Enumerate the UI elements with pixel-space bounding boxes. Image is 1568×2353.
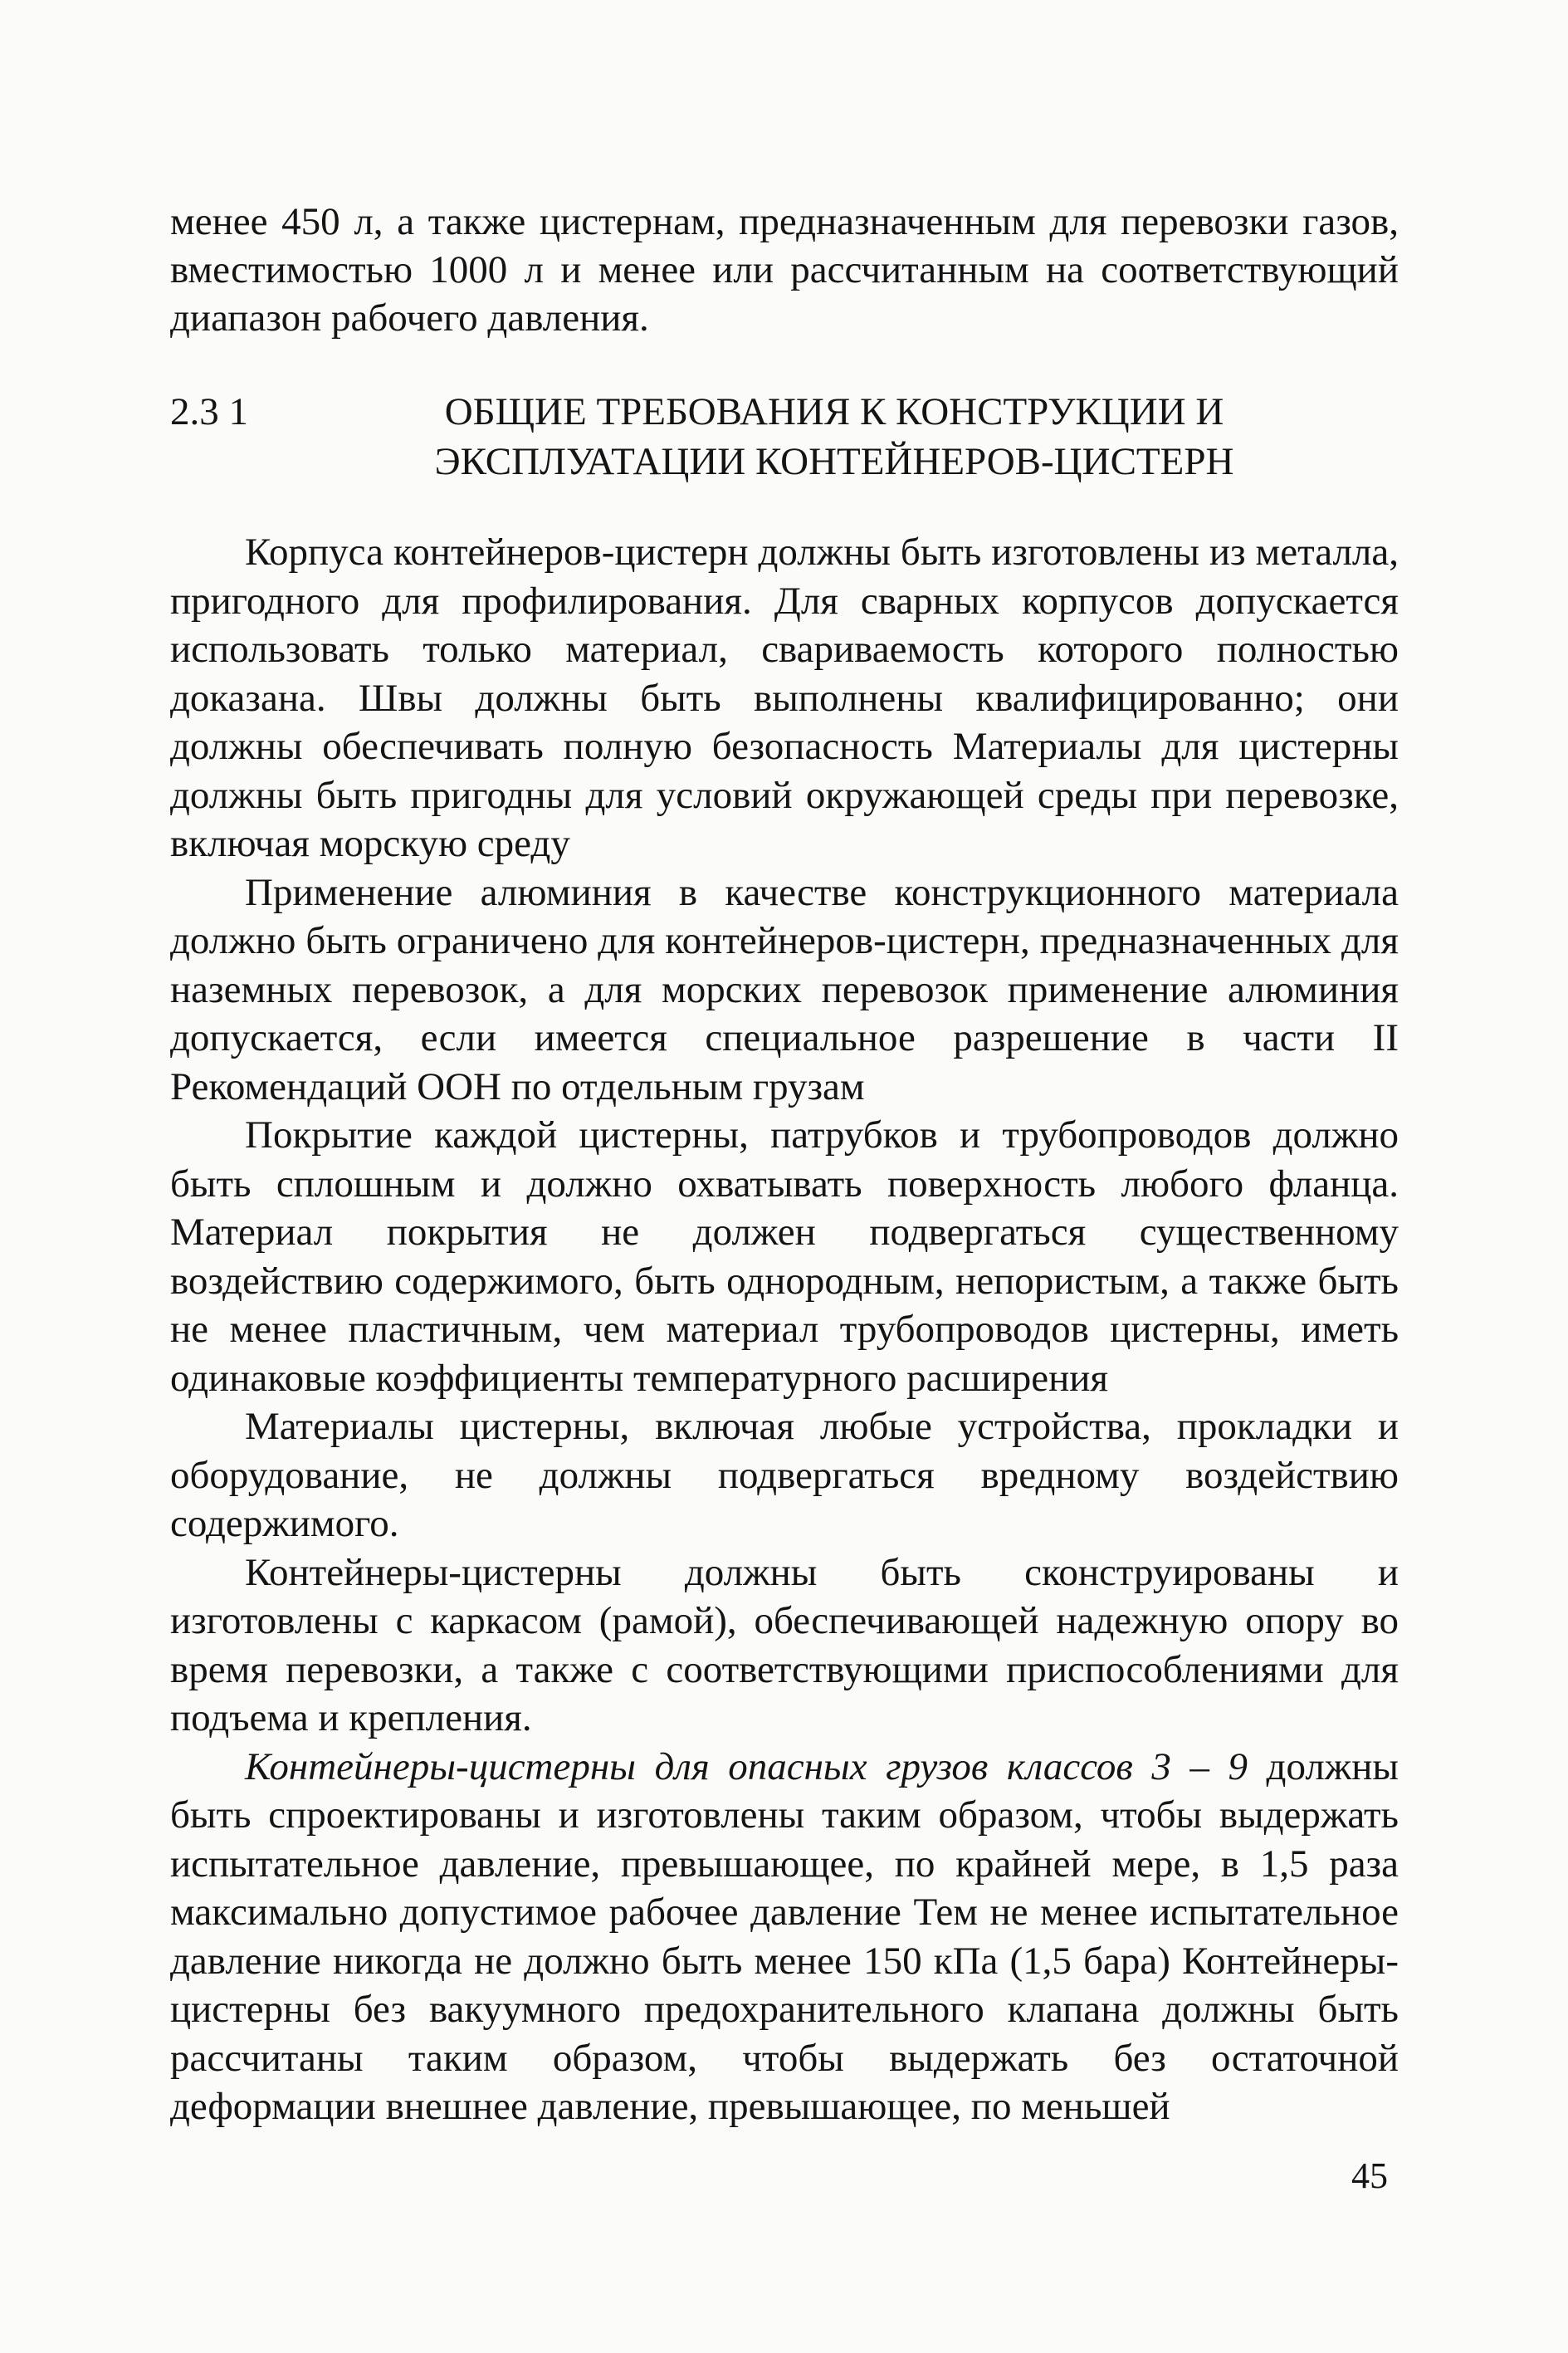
section-title: ОБЩИЕ ТРЕБОВАНИЯ К КОНСТРУКЦИИ И ЭКСПЛУАТАЦИИ КОНТЕЙНЕРОВ-ЦИСТЕРН [434,390,1234,483]
paragraph-6 [170,1743,1399,2131]
section-number: 2.3 1 [170,390,248,433]
intro-paragraph: менее 450 л, а также цистернам, предназначенным для перевозки газов, вместимостью 1000 л и менее или рассчитанным на соответствующий диапазон рабочего давления. [170,200,1399,340]
page-number: 45 [1351,2155,1388,2196]
paragraph-3: Покрытие каждой цистерны, патрубков и трубопроводов должно быть сплошным и должно охватывать поверхность любого фланца. Материал покрытия не должен подвергаться существенному воздействию содержимого, быть однородным, непористым, а также быть не менее пластичным, чем материал трубопроводов цистерны, иметь одинаковые коэффициенты температурного расширения [170,1113,1399,1400]
paragraph-6-text: должны быть спроектированы и изготовлены таким образом, чтобы выдержать испытательное давление, превышающее, по крайней мере, в 1,5 раза максимально допустимое рабочее давление Тем не менее испытательное давление никогда не должно быть менее 150 кПа (1,5 бара) Контейнеры-цистерны без вакуумного предохранительного клапана должны быть рассчитаны таким образом, чтобы выдержать без остаточной деформации внешнее давление, превышающее, по меньшей [170,1744,1399,2128]
section-heading [170,387,1399,487]
paragraph-2: Применение алюминия в качестве конструкционного материала должно быть ограничено для контейнеров-цистерн, предназначенных для наземных перевозок, а для морских перевозок применение алюминия допускается, если имеется специальное разрешение в части II Рекомендаций ООН по отдельным грузам [170,870,1399,1108]
body-text [170,528,1399,2131]
paragraph-1: Корпуса контейнеров-цистерн должны быть изготовлены из металла, пригодного для профилирования. Для сварных корпусов допускается использовать только материал, свариваемость которого полностью доказана. Швы должны быть выполнены квалифицированно; они должны обеспечивать полную безопасность Материалы для цистерны должны быть пригодны для условий окружающей среды при перевозке, включая морскую среду [170,531,1399,865]
paragraph-6-italic-lead: Контейнеры-цистерны для опасных грузов классов 3 – 9 [245,1744,1248,1788]
paragraph-5: Контейнеры-цистерны должны быть сконструированы и изготовлены с каркасом (рамой), обеспечивающей надежную опору во время перевозки, а также с соответствующими приспособлениями для подъема и крепления. [170,1550,1399,1739]
paragraph-4: Материалы цистерны, включая любые устройства, прокладки и оборудование, не должны подвергаться вредному воздействию содержимого. [170,1405,1399,1545]
